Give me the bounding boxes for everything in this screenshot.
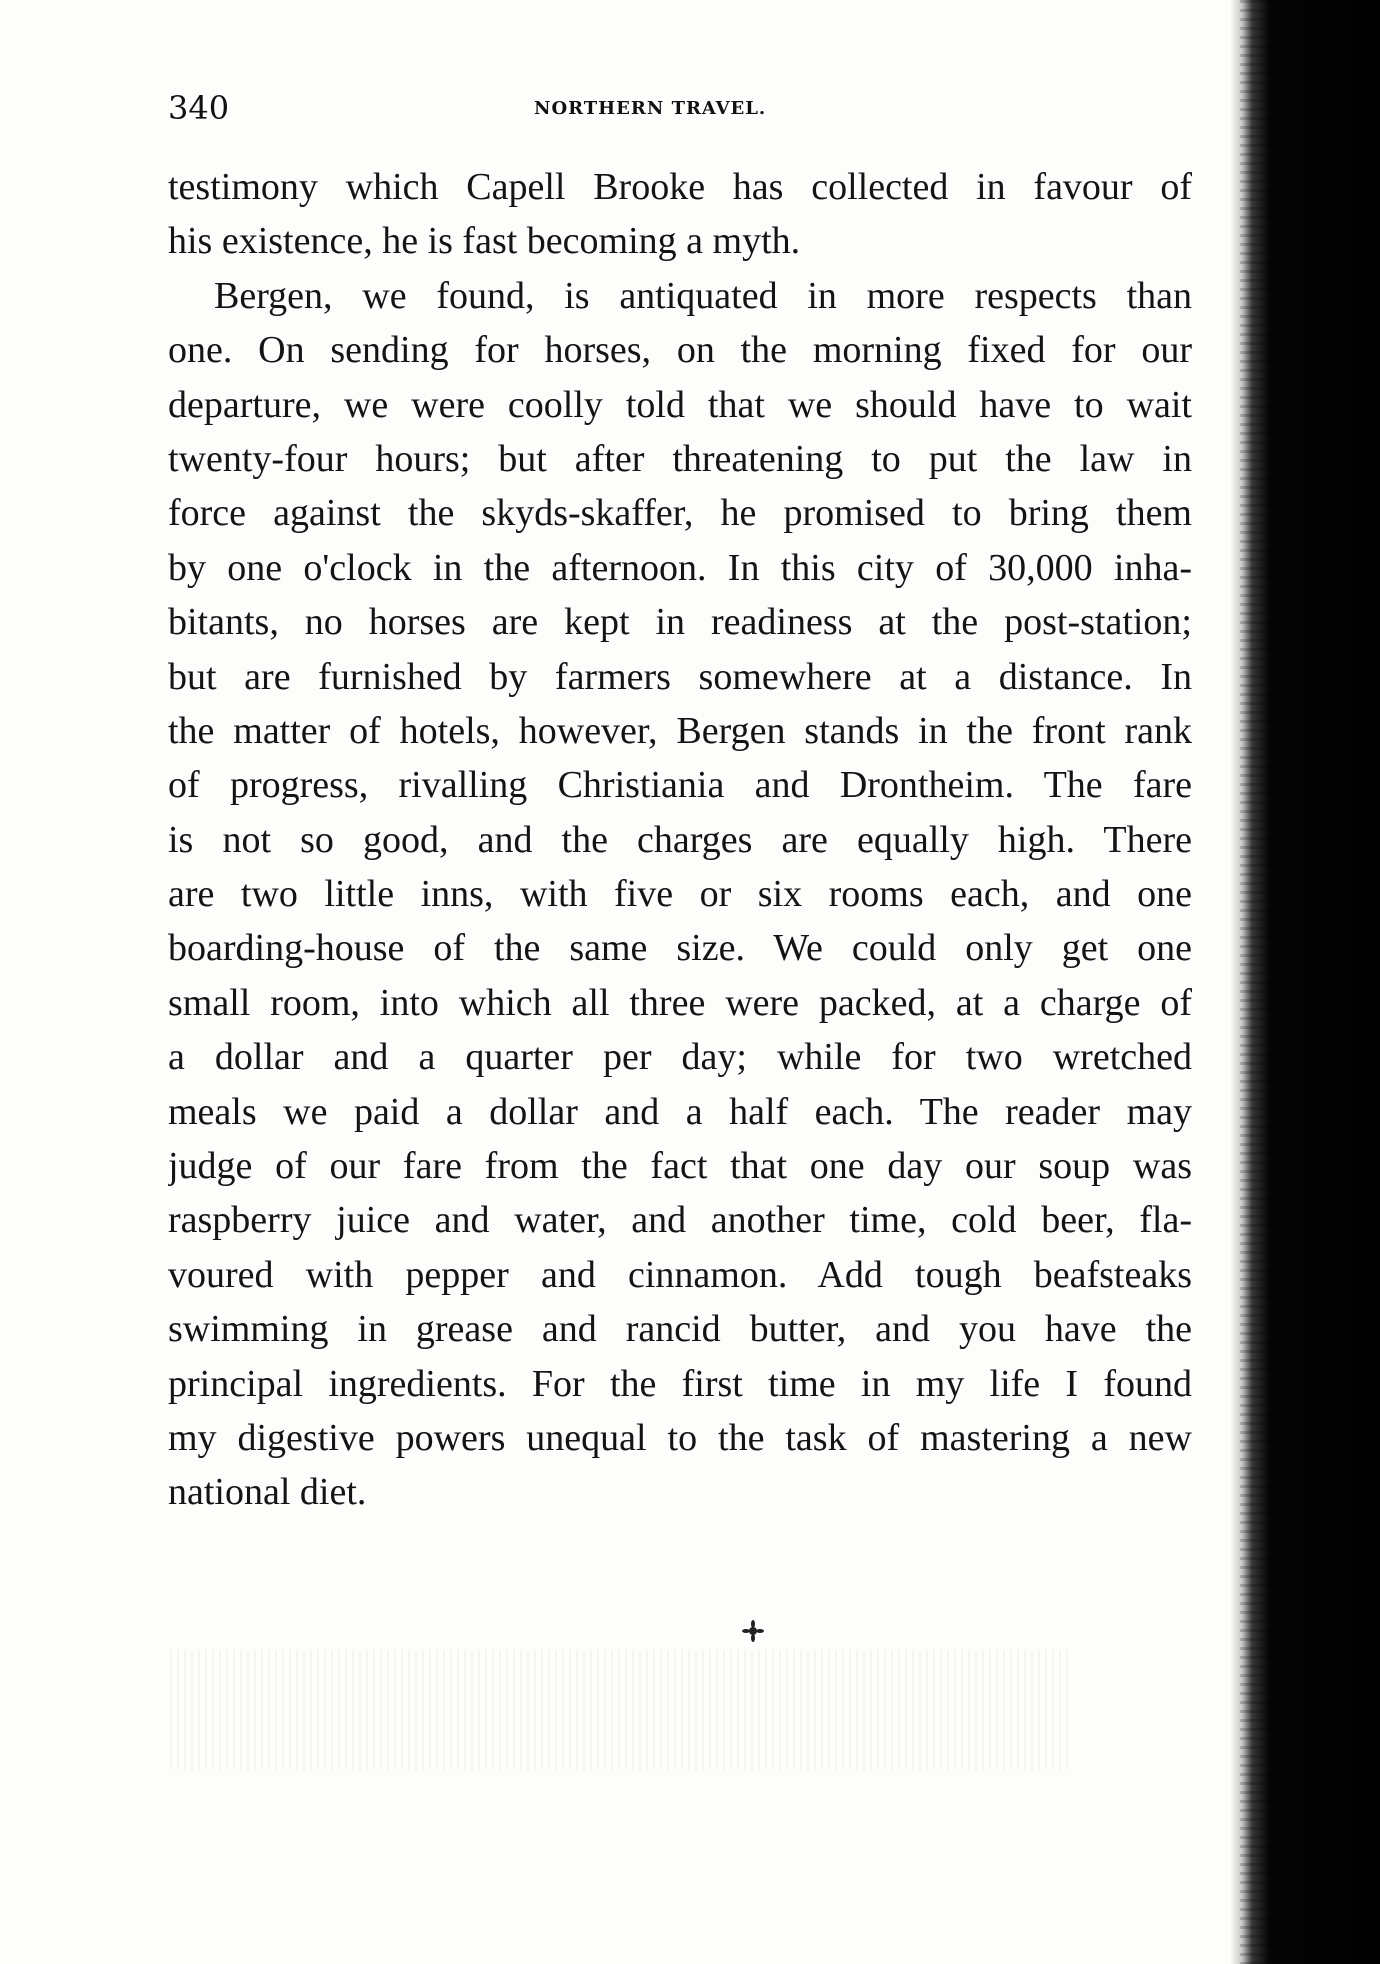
text-line: a dollar and a quarter per day; while for two wretched bbox=[168, 1036, 1192, 1079]
text-line: bitants, no horses are kept in readiness at the post-station; bbox=[168, 601, 1192, 644]
running-title: NORTHERN TRAVEL. bbox=[534, 98, 767, 119]
text-line: boarding-house of the same size. We could only get one bbox=[168, 927, 1192, 970]
text-line: one. On sending for horses, on the morning fixed for our bbox=[168, 329, 1192, 372]
text-line: judge of our fare from the fact that one day our soup was bbox=[168, 1145, 1192, 1188]
page-number: 340 bbox=[168, 89, 230, 127]
text-line: of progress, rivalling Christiania and Drontheim. The fare bbox=[168, 764, 1192, 807]
text-line: meals we paid a dollar and a half each. The reader may bbox=[168, 1090, 1192, 1133]
text-line: raspberry juice and water, and another time, cold beer, fla- bbox=[168, 1199, 1192, 1242]
text-line: my digestive powers unequal to the task of mastering a new bbox=[168, 1416, 1192, 1459]
text-line: the matter of hotels, however, Bergen stands in the front rank bbox=[168, 709, 1192, 752]
text-line: force against the skyds-skaffer, he promised to bring them bbox=[168, 492, 1192, 535]
text-line: is not so good, and the charges are equally high. There bbox=[168, 818, 1192, 861]
text-line-indented bbox=[168, 269, 1192, 323]
text-line: by one o'clock in the afternoon. In this city of 30,000 inha- bbox=[168, 546, 1192, 589]
text-line: twenty-four hours; but after threatening to put the law in bbox=[168, 437, 1192, 480]
text-line: swimming in grease and rancid butter, and you have the bbox=[168, 1308, 1192, 1351]
asterisk-ornament-icon bbox=[742, 1620, 764, 1642]
text-line: his existence, he is fast becoming a myth. bbox=[168, 220, 801, 263]
text-line: departure, we were coolly told that we should have to wait bbox=[168, 383, 1192, 426]
text-line: but are furnished by farmers somewhere at a distance. In bbox=[168, 655, 1192, 698]
text-line: are two little inns, with five or six rooms each, and one bbox=[168, 873, 1192, 916]
bleed-through-texture bbox=[170, 1650, 1070, 1770]
body-text bbox=[168, 160, 1192, 1520]
text-line: small room, into which all three were packed, at a charge of bbox=[168, 981, 1192, 1024]
binding-speckle bbox=[1240, 0, 1270, 1964]
page-header bbox=[168, 88, 1192, 128]
text-line: principal ingredients. For the first time in my life I found bbox=[168, 1362, 1192, 1405]
text-line: national diet. bbox=[168, 1471, 367, 1514]
text-line: voured with pepper and cinnamon. Add tough beafsteaks bbox=[168, 1253, 1192, 1296]
text-line: testimony which Capell Brooke has collected in favour of bbox=[168, 166, 1192, 208]
text-line-content: Bergen, we found, is antiquated in more respects than bbox=[214, 274, 1192, 317]
